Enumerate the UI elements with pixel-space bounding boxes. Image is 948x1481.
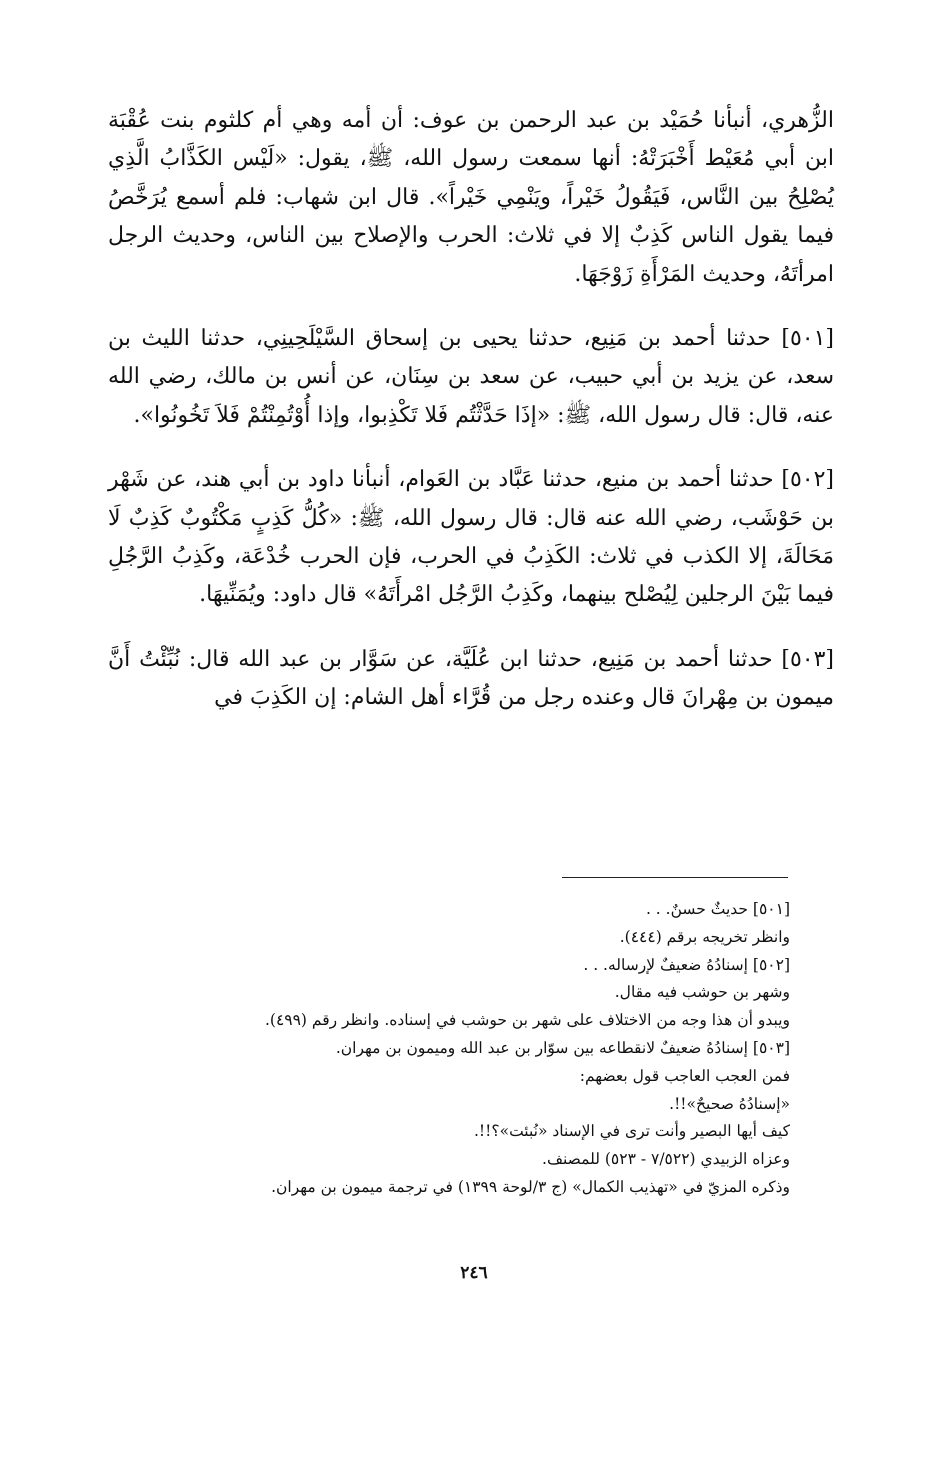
page-number: ٢٤٦ — [460, 1263, 488, 1283]
footnote-line: وذكره المزيّ في «تهذيب الكمال» (ج ٣/لوحة ١٣٩٩) في ترجمة ميمون بن مهران. — [271, 1177, 790, 1196]
footnote-line: [٥٠٢] إسنادُهُ ضعيفٌ لإرساله. . . — [583, 955, 790, 974]
hadith-text: حدثنا أحمد بن منيع، حدثنا عَبَّاد بن العَوام، أنبأنا داود بن أبي هند، عن شَهْر بن حَوْشَب، رضي الله عنه قال: قال رسول الله، ﷺ: «كُلُّ كَذِبٍ مَكْتُوبٌ كَذِبٌ لَا مَحَالَةَ، إلا الكذب في ثلاث: الكَذِبُ في الحرب، فإن الحرب خُدْعَة، وكَذِبُ الرَّجُلِ فيما بَيْنَ الرجلين لِيُصْلح بينهما، وكَذِبُ الرَّجُل امْرأَتَهُ» قال داود: ويُمَنِّيهَا. — [108, 467, 834, 608]
footnote-line: وشهر بن حوشب فيه مقال. — [614, 983, 790, 1002]
footnote-line: «إسنادُهُ صحيحٌ»!!. — [669, 1094, 790, 1113]
hadith-number: [٥٠١] — [781, 326, 834, 352]
footnote-separator — [562, 877, 788, 878]
hadith-paragraph-503 — [108, 641, 834, 718]
footnote-line: فمن العجب العاجب قول بعضهم: — [579, 1066, 790, 1085]
hadith-number: [٥٠٣] — [781, 646, 834, 672]
footnote-line: وانظر تخريجه برقم (٤٤٤). — [619, 927, 790, 946]
hadith-text: حدثنا أحمد بن مَنِيع، حدثنا يحيى بن إسحاق السَّيْلَحِينِي، حدثنا الليث بن سعد، عن يزيد بن أبي حبيب، عن سعد بن سِنَان، عن أنس بن مالك، رضي الله عنه، قال: قال رسول الله، ﷺ: «إذَا حَدَّثْتُم فَلا تَكْذِبوا، وإذا أُوْتُمِنْتُمْ فَلاَ تَخُونُوا». — [108, 326, 834, 428]
hadith-number: [٥٠٢] — [781, 467, 835, 493]
footnote-line: [٥٠٣] إسنادُهُ ضعيفٌ لانقطاعه بين سوّار بن عبد الله وميمون بن مهران. — [335, 1038, 790, 1057]
footnote-line: [٥٠١] حديثٌ حسنٌ. . . — [645, 900, 790, 918]
continuation-paragraph: الزُّهري، أنبأنا حُمَيْد بن عبد الرحمن بن عوف: أن أمه وهي أم كلثوم بنت عُقْبَة ابن أبي مُعَيْط أَخْبَرَتْهُ: أنها سمعت رسول الله، ﷺ، يقول: «لَيْس الكَذَّابُ الَّذِي يُصْلِحُ بين النَّاس، فَيَقُولُ خَيْراً، ويَنْمِي خَيْراً». قال ابن شهاب: فلم أسمع يُرَخَّصُ فيما يقول الناس كَذِبٌ إلا في ثلاث: الحرب والإصلاح بين الناس، وحديث الرجل امرأتَهُ، وحديث المَرْأَةِ زَوْجَهَا. — [108, 108, 834, 287]
footnotes-block — [170, 896, 790, 1202]
hadith-paragraph-501 — [108, 320, 834, 435]
main-text-block — [108, 102, 834, 718]
hadith-paragraph-502 — [108, 461, 834, 615]
footnote-line: وعزاه الزبيدي (٧/٥٢٢ - ٥٢٣) للمصنف. — [542, 1150, 790, 1169]
hadith-text: حدثنا أحمد بن مَنِيع، حدثنا ابن عُلَيَّة، عن سَوَّار بن عبد الله قال: نُبِّئْتُ أَنَّ ميمون بن مِهْرانَ قال وعنده رجل من قُرَّاء أهل الشام: إن الكَذِبَ في — [108, 646, 834, 711]
footnote-line: ويبدو أن هذا وجه من الاختلاف على شهر بن حوشب في إسناده. وانظر رقم (٤٩٩). — [264, 1011, 790, 1030]
footnote-line: كيف أيها البصير وأنت ترى في الإسناد «نُبئت»؟!!. — [473, 1122, 790, 1141]
